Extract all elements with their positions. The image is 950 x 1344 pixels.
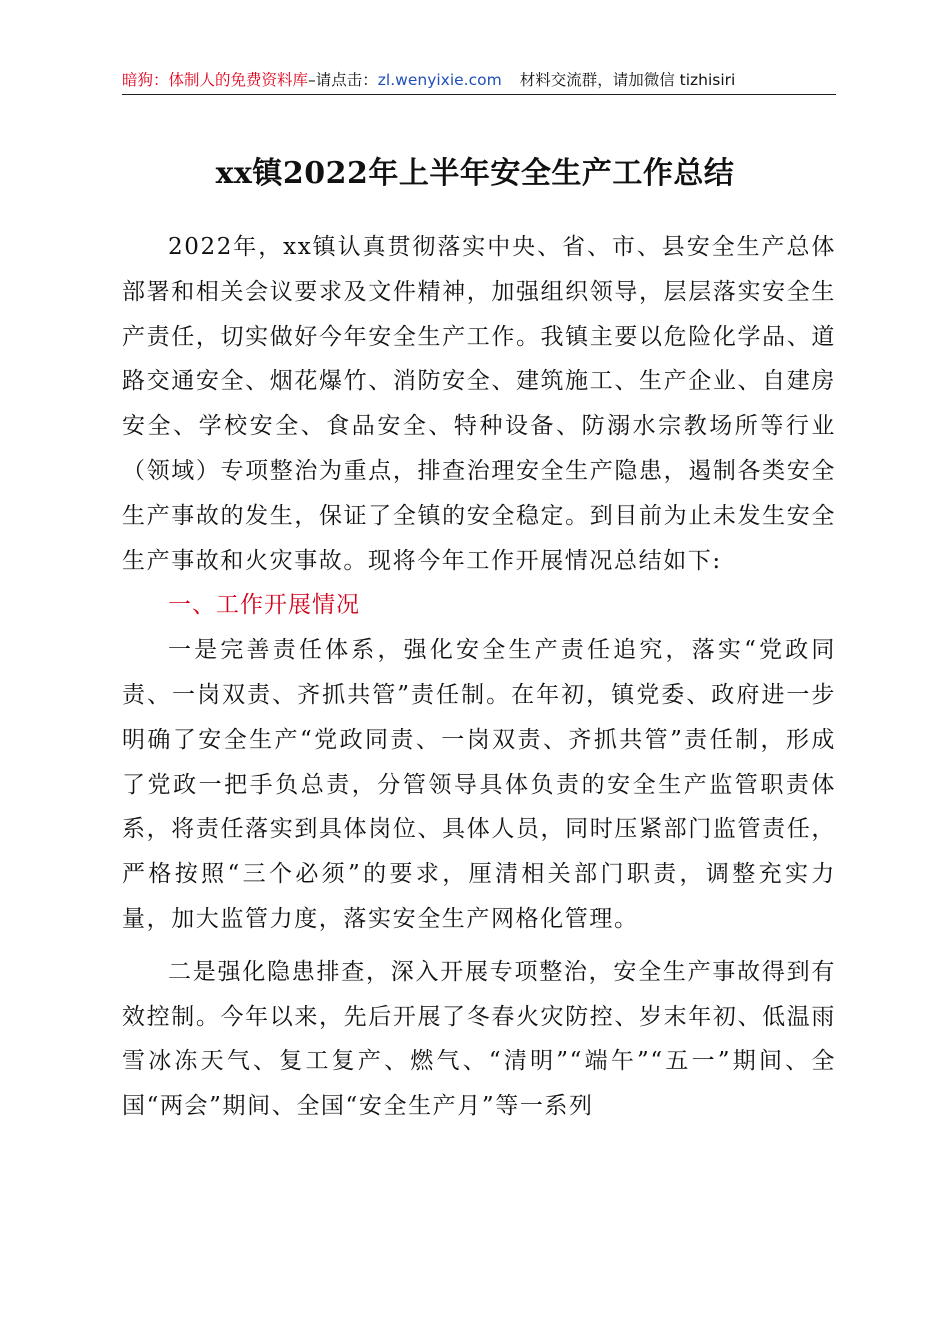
paragraph-2: 二是强化隐患排查，深入开展专项整治，安全生产事故得到有效控制。今年以来，先后开展了冬春火灾防控、岁末年初、低温雨雪冰冻天气、复工复产、燃气、“清明”“端午”“五一”期间、全国“两会”期间、全国“安全生产月”等一系列 — [122, 958, 836, 1120]
promo-text: 暗狗：体制人的免费资料库 — [122, 71, 309, 89]
promo-click-label: –请点击： — [308, 71, 378, 89]
section-heading: 一、工作开展情况 — [168, 592, 360, 619]
promo-contact: 材料交流群，请加微信 tizhisiri — [519, 71, 736, 89]
document-body — [122, 225, 836, 1129]
paragraph-1: 一是完善责任体系，强化安全生产责任追究，落实“党政同责、一岗双责、齐抓共管”责任制。在年初，镇党委、政府进一步明确了安全生产“党政同责、一岗双责、齐抓共管”责任制，形成了党政一把手负总责，分管领导具体负责的安全生产监管职责体系，将责任落实到具体岗位、具体人员，同时压紧部门监管责任，严格按照“三个必须”的要求，厘清相关部门职责，调整充实力量，加大监管力度，落实安全生产网格化管理。 — [122, 637, 836, 932]
page-header — [122, 70, 836, 95]
promo-link[interactable]: zl.wenyixie.com — [377, 71, 502, 89]
intro-paragraph: 2022年，xx镇认真贯彻落实中央、省、市、县安全生产总体部署和相关会议要求及文件精神，加强组织领导，层层落实安全生产责任，切实做好今年安全生产工作。我镇主要以危险化学品、道路交通安全、烟花爆竹、消防安全、建筑施工、生产企业、自建房安全、学校安全、食品安全、特种设备、防溺水宗教场所等行业（领域）专项整治为重点，排查治理安全生产隐患，遏制各类安全生产事故的发生，保证了全镇的安全稳定。到目前为止未发生安全生产事故和火灾事故。现将今年工作开展情况总结如下: — [122, 234, 836, 574]
document-title: xx镇2022年上半年安全生产工作总结 — [215, 156, 735, 191]
